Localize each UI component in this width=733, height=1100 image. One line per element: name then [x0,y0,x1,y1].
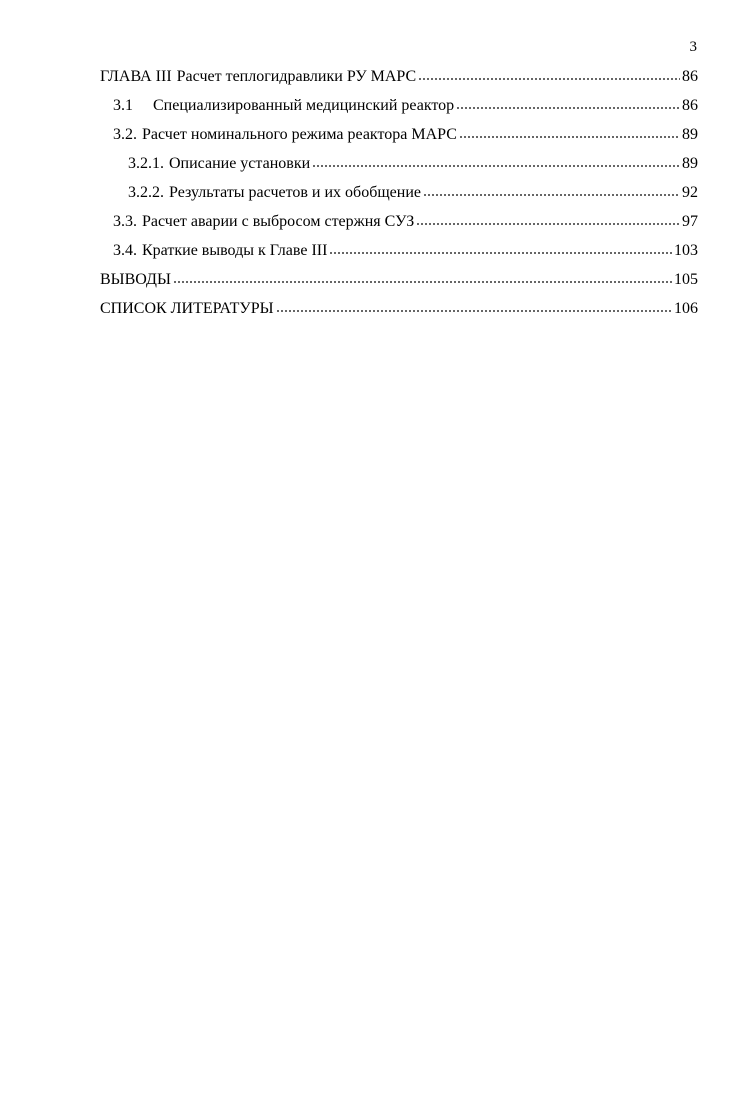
dot-leader [416,214,680,226]
toc-entry-title: Описание установки [169,155,311,172]
dot-leader [173,272,672,284]
toc-entry-title: Расчет аварии с выбросом стержня СУЗ [142,213,415,230]
toc-entry-3-1[interactable] [100,91,698,120]
dot-leader [276,301,672,313]
toc-entry-number: 3.1 [113,97,133,114]
toc-entry-page: 97 [682,213,698,230]
dot-leader [456,98,680,110]
toc-entry-page: 86 [682,97,698,114]
dot-leader [329,243,672,255]
toc-entry-number: 3.3. [113,213,137,230]
toc-entry-3-2[interactable] [100,120,698,149]
toc-entry-page: 86 [682,68,698,85]
toc-entry-number: 3.2.1. [128,155,164,172]
dot-leader [423,185,680,197]
toc-entry-page: 89 [682,126,698,143]
toc-entry-number: 3.2.2. [128,184,164,201]
toc-entry-references[interactable] [100,294,698,323]
toc-entry-title: Расчет теплогидравлики РУ МАРС [176,68,417,85]
dot-leader [418,69,680,81]
toc-entry-conclusions[interactable] [100,265,698,294]
toc-entry-3-4[interactable] [100,236,698,265]
toc-entry-title: ВЫВОДЫ [100,271,171,288]
table-of-contents [100,62,698,323]
dot-leader [459,127,680,139]
toc-entry-title: Расчет номинального режима реактора МАРС [142,126,457,143]
toc-entry-page: 89 [682,155,698,172]
toc-entry-chapter-3[interactable] [100,62,698,91]
toc-entry-page: 103 [674,242,698,259]
toc-entry-title: СПИСОК ЛИТЕРАТУРЫ [100,300,274,317]
toc-entry-3-2-1[interactable] [100,149,698,178]
toc-entry-number: ГЛАВА III [100,68,172,85]
page-number: 3 [689,39,697,55]
toc-entry-page: 106 [674,300,698,317]
toc-entry-title: Результаты расчетов и их обобщение [169,184,421,201]
dot-leader [312,156,680,168]
toc-entry-number: 3.2. [113,126,137,143]
toc-entry-title: Краткие выводы к Главе III [142,242,328,259]
toc-entry-3-2-2[interactable] [100,178,698,207]
toc-entry-3-3[interactable] [100,207,698,236]
toc-entry-title: Специализированный медицинский реактор [153,97,455,114]
toc-entry-page: 92 [682,184,698,201]
toc-entry-number: 3.4. [113,242,137,259]
toc-entry-page: 105 [674,271,698,288]
